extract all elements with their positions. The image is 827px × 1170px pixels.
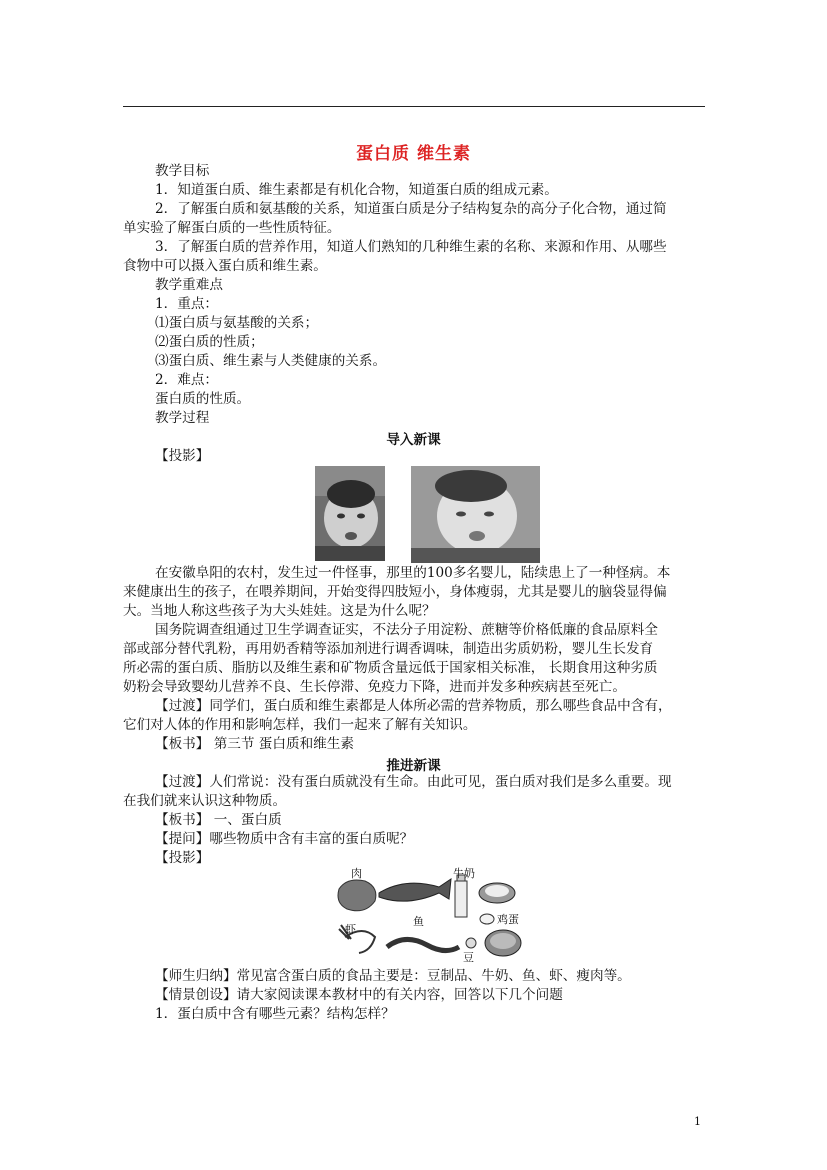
- story-2: 来健康出生的孩子，在喂养期间，开始变得四肢短小，身体瘦弱，尤其是婴儿的脑袋显得偏: [123, 584, 667, 600]
- board-2: 【板书】 一、蛋白质: [155, 812, 282, 828]
- keypoint-1: ⑴蛋白质与氨基酸的关系；: [155, 315, 319, 331]
- baby-photo-1: [315, 466, 385, 561]
- header-rule: [123, 106, 705, 107]
- board-1: 【板书】 第三节 蛋白质和维生素: [155, 736, 354, 752]
- heading-keypoints: 教学重难点: [155, 277, 223, 293]
- story-6: 所必需的蛋白质、脂肪以及维生素和矿物质含量远低于国家相关标准， 长期食用这种劣质: [123, 660, 658, 676]
- food-illustration: [335, 863, 525, 963]
- heading-process: 教学过程: [155, 410, 210, 426]
- keypoint-label: 1．重点：: [155, 296, 219, 312]
- goal-2-cont: 单实验了解蛋白质的一些性质特征。: [123, 220, 341, 236]
- story-5: 部或部分替代乳粉，再用奶香精等添加剂进行调香调味，制造出劣质奶粉，婴儿生长发育: [123, 641, 654, 657]
- section-new: 推进新课: [386, 758, 441, 774]
- label-beans: 豆: [463, 951, 474, 964]
- story-1: 在安徽阜阳的农村，发生过一件怪事，那里的100多名婴儿，陆续患上了一种怪病。本: [155, 565, 671, 581]
- summary: 【师生归纳】常见富含蛋白质的食品主要是：豆制品、牛奶、鱼、虾、瘦肉等。: [155, 968, 631, 984]
- projection-label: 【投影】: [155, 448, 210, 464]
- label-fish: 鱼: [413, 915, 424, 928]
- goal-3: 3．了解蛋白质的营养作用，知道人们熟知的几种维生素的名称、来源和作用、从哪些: [155, 239, 667, 255]
- label-egg: 鸡蛋: [497, 913, 519, 926]
- goal-2: 2．了解蛋白质和氨基酸的关系，知道蛋白质是分子结构复杂的高分子化合物，通过简: [155, 201, 667, 217]
- goal-3-cont: 食物中可以摄入蛋白质和维生素。: [123, 258, 327, 274]
- transition-1-cont: 它们对人体的作用和影响怎样，我们一起来了解有关知识。: [123, 717, 477, 733]
- goal-1: 1．知道蛋白质、维生素都是有机化合物，知道蛋白质的组成元素。: [155, 182, 558, 198]
- projection-2: 【投影】: [155, 850, 210, 866]
- transition-1: 【过渡】同学们，蛋白质和维生素都是人体所必需的营养物质，那么哪些食品中含有，: [155, 698, 672, 714]
- page-number: 1: [694, 1115, 701, 1128]
- transition-2: 【过渡】人们常说：没有蛋白质就没有生命。由此可见，蛋白质对我们是多么重要。现: [155, 774, 672, 790]
- question-1: 【提问】哪些物质中含有丰富的蛋白质呢？: [155, 831, 414, 847]
- transition-2-cont: 在我们就来认识这种物质。: [123, 793, 287, 809]
- section-intro: 导入新课: [386, 432, 441, 448]
- difficulty-1: 蛋白质的性质。: [155, 391, 251, 407]
- keypoint-2: ⑵蛋白质的性质；: [155, 334, 264, 350]
- story-4: 国务院调查组通过卫生学调查证实，不法分子用淀粉、蔗糖等价格低廉的食品原料全: [155, 622, 658, 638]
- question-2: 1．蛋白质中含有哪些元素？结构怎样？: [155, 1006, 395, 1022]
- baby-photo-2: [411, 466, 540, 563]
- story-7: 奶粉会导致婴幼儿营养不良、生长停滞、免疫力下降，进而并发多种疾病甚至死亡。: [123, 679, 626, 695]
- heading-goals: 教学目标: [155, 163, 210, 179]
- label-meat: 肉: [351, 867, 362, 880]
- difficulty-label: 2．难点：: [155, 372, 219, 388]
- page-title: 蛋白质 维生素: [356, 144, 471, 164]
- label-shrimp: 虾: [345, 923, 356, 936]
- label-milk: 牛奶: [453, 867, 475, 880]
- scenario: 【情景创设】请大家阅读课本教材中的有关内容，回答以下几个问题: [155, 987, 563, 1003]
- story-3: 大。当地人称这些孩子为大头娃娃。这是为什么呢？: [123, 603, 436, 619]
- keypoint-3: ⑶蛋白质、维生素与人类健康的关系。: [155, 353, 387, 369]
